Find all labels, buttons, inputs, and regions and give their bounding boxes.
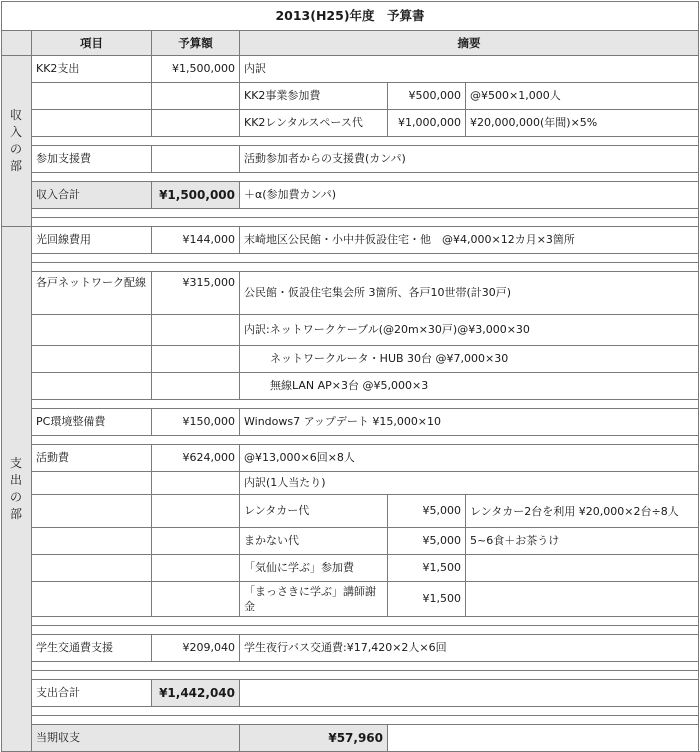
expense-network-line: 内訳:ネットワークケーブル(@20m×30戸)@¥3,000×30	[240, 315, 699, 346]
spacer-row	[32, 716, 699, 725]
expense-transport-amount: ¥209,040	[152, 635, 240, 662]
activity-detail-amount: ¥5,000	[388, 495, 466, 528]
expense-network-line: 公民館・仮設住宅集会所 3箇所、各戸10世帯(計30戸)	[240, 272, 699, 315]
expense-activity-label: 活動費	[32, 445, 152, 472]
income-kk2-amount: ¥1,500,000	[152, 56, 240, 83]
expense-fiber-amount: ¥144,000	[152, 227, 240, 254]
activity-detail-amount: ¥1,500	[388, 555, 466, 582]
activity-detail-name: レンタカー代	[240, 495, 388, 528]
expense-total-label: 支出合計	[32, 680, 152, 707]
expense-network-line: ネットワークルータ・HUB 30台 @¥7,000×30	[240, 346, 699, 373]
income-detail-calc: ¥20,000,000(年間)×5%	[466, 110, 699, 137]
expense-activity-note: @¥13,000×6回×8人	[240, 445, 699, 472]
table-row	[2, 346, 699, 373]
income-detail-amount: ¥500,000	[388, 83, 466, 110]
header-corner	[2, 31, 32, 56]
table-row	[2, 495, 699, 528]
spacer-row	[32, 218, 699, 227]
table-row	[2, 582, 699, 617]
spacer-row	[32, 707, 699, 716]
table-row	[2, 555, 699, 582]
income-support-note: 活動参加者からの支援費(カンパ)	[240, 146, 699, 173]
spacer-row	[32, 400, 699, 409]
balance-amount: ¥57,960	[240, 725, 388, 752]
balance-note	[388, 725, 699, 752]
spacer-row	[32, 436, 699, 445]
income-detail-calc: @¥500×1,000人	[466, 83, 699, 110]
table-row	[2, 315, 699, 346]
table-row	[2, 528, 699, 555]
activity-detail-name: 「まっさきに学ぶ」講師謝金	[240, 582, 388, 617]
header-summary: 摘要	[240, 31, 699, 56]
header-item: 項目	[32, 31, 152, 56]
income-support-label: 参加支援費	[32, 146, 152, 173]
spacer-row	[32, 671, 699, 680]
expense-network-amount: ¥315,000	[152, 272, 240, 315]
income-total-note: ＋α(参加費カンパ)	[240, 182, 699, 209]
activity-detail-name: まかない代	[240, 528, 388, 555]
header-budget: 予算額	[152, 31, 240, 56]
header-row	[2, 31, 699, 56]
expense-transport-label: 学生交通費支援	[32, 635, 152, 662]
spacer-row	[32, 626, 699, 635]
expense-pc-note: Windows7 アップデート ¥15,000×10	[240, 409, 699, 436]
budget-table	[1, 1, 699, 752]
expense-fiber-label: 光回線費用	[32, 227, 152, 254]
table-row	[2, 110, 699, 137]
expense-pc-amount: ¥150,000	[152, 409, 240, 436]
spacer-row	[32, 137, 699, 146]
expense-network-line: 無線LAN AP×3台 @¥5,000×3	[240, 373, 699, 400]
income-kk2-label: KK2支出	[32, 56, 152, 83]
table-row	[2, 472, 699, 495]
income-detail-name: KK2レンタルスペース代	[240, 110, 388, 137]
expense-network-label: 各戸ネットワーク配線	[32, 272, 152, 315]
spacer-row	[32, 209, 699, 218]
spacer-row	[32, 254, 699, 263]
activity-detail-name: 「気仙に学ぶ」参加費	[240, 555, 388, 582]
activity-detail-amount: ¥5,000	[388, 528, 466, 555]
expense-total-note	[240, 680, 699, 707]
expense-activity-breakdown: 内訳(1人当たり)	[240, 472, 699, 495]
income-total-label: 収入合計	[32, 182, 152, 209]
spacer-row	[32, 263, 699, 272]
expense-transport-note: 学生夜行バス交通費:¥17,420×2人×6回	[240, 635, 699, 662]
activity-detail-calc	[466, 555, 699, 582]
table-row	[2, 83, 699, 110]
activity-detail-calc: 5~6食＋お茶うけ	[466, 528, 699, 555]
balance-label: 当期収支	[32, 725, 240, 752]
activity-detail-calc	[466, 582, 699, 617]
income-section-label: 収入の部	[2, 56, 32, 227]
expense-section-label: 支出の部	[2, 227, 32, 752]
spacer-row	[32, 662, 699, 671]
income-total-amount: ¥1,500,000	[152, 182, 240, 209]
expense-total-amount: ¥1,442,040	[152, 680, 240, 707]
activity-detail-amount: ¥1,500	[388, 582, 466, 617]
expense-fiber-note: 末崎地区公民館・小中井仮設住宅・他 @¥4,000×12カ月×3箇所	[240, 227, 699, 254]
spacer-row	[32, 617, 699, 626]
spacer-row	[32, 173, 699, 182]
expense-pc-label: PC環境整備費	[32, 409, 152, 436]
activity-detail-calc: レンタカー2台を利用 ¥20,000×2台÷8人	[466, 495, 699, 528]
income-detail-amount: ¥1,000,000	[388, 110, 466, 137]
income-detail-name: KK2事業参加費	[240, 83, 388, 110]
income-kk2-note: 内訳	[240, 56, 699, 83]
table-row	[2, 373, 699, 400]
document-title: 2013(H25)年度 予算書	[2, 2, 699, 31]
expense-activity-amount: ¥624,000	[152, 445, 240, 472]
